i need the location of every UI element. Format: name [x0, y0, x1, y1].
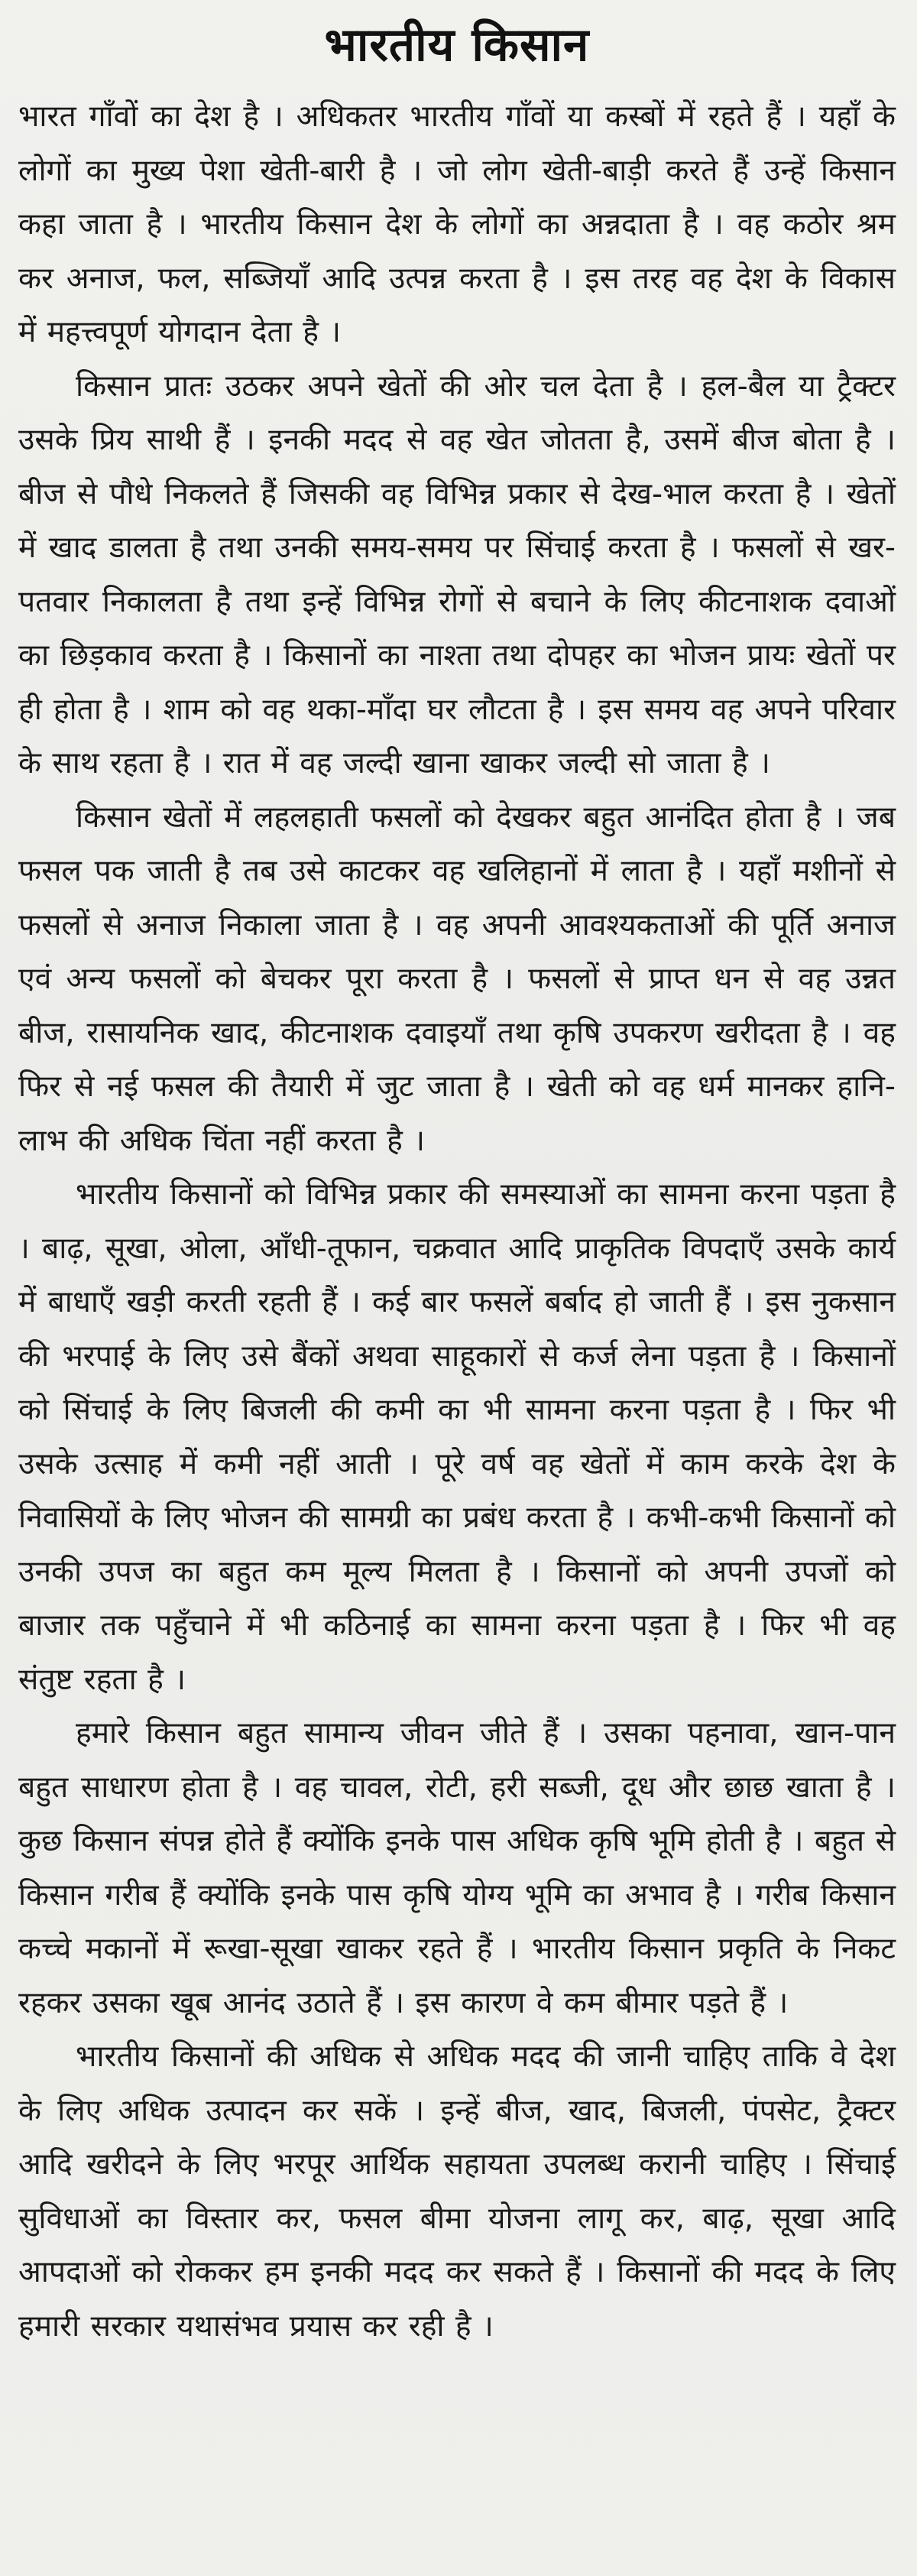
paragraph-harvest: किसान खेतों में लहलहाती फसलों को देखकर बहुत आनंदित होता है । जब फसल पक जाती है तब उसे काटकर वह खलिहानों में लाता है । यहाँ मशीनों से फसलों से अनाज निकाला जाता है । वह अपनी आवश्यकताओं की पूर्ति अनाज एवं अन्य फसलों को बेचकर पूरा करता है । फसलों से प्राप्त धन से वह उन्नत बीज, रासायनिक खाद, कीटनाशक दवाइयाँ तथा कृषि उपकरण खरीदता है । वह फिर से नई फसल की तैयारी में जुट जाता है । खेती को वह धर्म मानकर हानि-लाभ की अधिक चिंता नहीं करता है । — [18, 800, 896, 1158]
paragraph-intro: भारत गाँवों का देश है । अधिकतर भारतीय गाँवों या कस्बों में रहते हैं । यहाँ के लोगों का मुख्य पेशा खेती-बारी है । जो लोग खेती-बाड़ी करते हैं उन्हें किसान कहा जाता है । भारतीय किसान देश के लोगों का अन्नदाता है । वह कठोर श्रम कर अनाज, फल, सब्जियाँ आदि उत्पन्न करता है । इस तरह वह देश के विकास में महत्त्वपूर्ण योगदान देता है । — [18, 99, 896, 349]
paragraph-support: भारतीय किसानों की अधिक से अधिक मदद की जानी चाहिए ताकि वे देश के लिए अधिक उत्पादन कर सकें । इन्हें बीज, खाद, बिजली, पंपसेट, ट्रैक्टर आदि खरीदने के लिए भरपूर आर्थिक सहायता उपलब्ध करानी चाहिए । सिंचाई सुविधाओं का विस्तार कर, फसल बीमा योजना लागू कर, बाढ़, सूखा आदि आपदाओं को रोककर हम इनकी मदद कर सकते हैं । किसानों की मदद के लिए हमारी सरकार यथासंभव प्रयास कर रही है । — [18, 2039, 896, 2344]
paragraph-lifestyle: हमारे किसान बहुत सामान्य जीवन जीते हैं । उसका पहनावा, खान-पान बहुत साधारण होता है । वह चावल, रोटी, हरी सब्जी, दूध और छाछ खाता है । कुछ किसान संपन्न होते हैं क्योंकि इनके पास अधिक कृषि भूमि होती है । बहुत से किसान गरीब हैं क्योंकि इनके पास कृषि योग्य भूमि का अभाव है । गरीब किसान कच्चे मकानों में रूखा-सूखा खाकर रहते हैं । भारतीय किसान प्रकृति के निकट रहकर उसका खूब आनंद उठाते हैं । इस कारण वे कम बीमार पड़ते हैं । — [18, 1716, 896, 2020]
paragraph-problems: भारतीय किसानों को विभिन्न प्रकार की समस्याओं का सामना करना पड़ता है । बाढ़, सूखा, ओला, आँधी-तूफान, चक्रवात आदि प्राकृतिक विपदाएँ उसके कार्य में बाधाएँ खड़ी करती रहती हैं । कई बार फसलें बर्बाद हो जाती हैं । इस नुकसान की भरपाई के लिए उसे बैंकों अथवा साहूकारों से कर्ज लेना पड़ता है । किसानों को सिंचाई के लिए बिजली की कमी का भी सामना करना पड़ता है । फिर भी उसके उत्साह में कमी नहीं आती । पूरे वर्ष वह खेतों में काम करके देश के निवासियों के लिए भोजन की सामग्री का प्रबंध करता है । कभी-कभी किसानों को उनकी उपज का बहुत कम मूल्य मिलता है । किसानों को अपनी उपजों को बाजार तक पहुँचाने में भी कठिनाई का सामना करना पड़ता है । फिर भी वह संतुष्ट रहता है । — [18, 1177, 896, 1697]
essay-title: भारतीय किसान — [324, 18, 590, 72]
paragraph-daily-routine: किसान प्रातः उठकर अपने खेतों की ओर चल देता है । हल-बैल या ट्रैक्टर उसके प्रिय साथी हैं । इनकी मदद से वह खेत जोतता है, उसमें बीज बोता है । बीज से पौधे निकलते हैं जिसकी वह विभिन्न प्रकार से देख-भाल करता है । खेतों में खाद डालता है तथा उनकी समय-समय पर सिंचाई करता है । फसलों से खर-पतवार निकालता है तथा इन्हें विभिन्न रोगों से बचाने के लिए कीटनाशक दवाओं का छिड़काव करता है । किसानों का नाश्ता तथा दोपहर का भोजन प्रायः खेतों पर ही होता है । शाम को वह थका-माँदा घर लौटता है । इस समय वह अपने परिवार के साथ रहता है । रात में वह जल्दी खाना खाकर जल्दी सो जाता है । — [18, 368, 896, 780]
